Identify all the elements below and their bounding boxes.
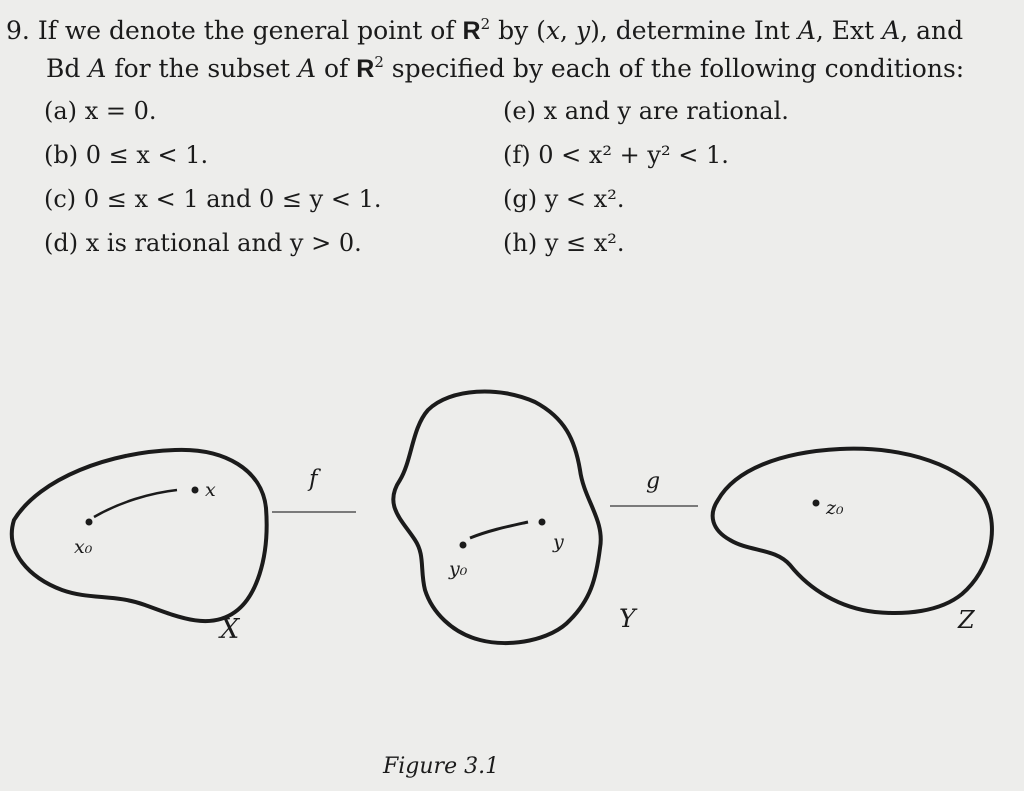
point-y0-dot: [460, 542, 467, 549]
condition-label: (f): [503, 141, 531, 169]
intro-text: Bd: [46, 54, 89, 83]
label-z0: z₀: [826, 497, 844, 519]
point-z0-dot: [813, 500, 820, 507]
set-label-X: X: [220, 614, 240, 645]
label-x: x: [205, 479, 216, 501]
reals-symbol: R: [356, 55, 375, 83]
var-A: A: [797, 16, 816, 45]
condition-label: (e): [503, 97, 536, 125]
map-label-f: f: [309, 466, 318, 492]
intro-text: If we denote the general point of: [37, 16, 463, 45]
condition-text: 0 ≤ x < 1.: [85, 141, 209, 169]
condition-text: 0 < x² + y² < 1.: [538, 141, 729, 169]
point-x-dot: [192, 487, 199, 494]
label-y0: y₀: [449, 558, 468, 580]
condition-label: (d): [44, 229, 79, 257]
condition-text: 0 ≤ x < 1 and 0 ≤ y < 1.: [83, 185, 382, 213]
intro-text: for the subset: [106, 54, 298, 83]
set-y-blob: [393, 392, 601, 644]
condition-label: (h): [503, 229, 538, 257]
condition-label: (g): [503, 185, 538, 213]
point-x0-dot: [86, 519, 93, 526]
condition-text: y < x².: [544, 185, 625, 213]
label-x0: x₀: [74, 536, 93, 558]
intro-text: , and: [900, 16, 964, 45]
var-A: A: [882, 16, 901, 45]
path-y0-to-y: [470, 522, 528, 538]
var-x: x: [545, 16, 561, 45]
condition-label: (b): [44, 141, 79, 169]
var-y: y: [575, 16, 591, 45]
label-y: y: [553, 531, 564, 553]
condition-label: (a): [44, 97, 78, 125]
var-A: A: [297, 54, 317, 83]
set-label-Y: Y: [619, 604, 636, 633]
intro-text: ,: [560, 16, 576, 45]
set-z-blob: [713, 449, 992, 613]
condition-text: y ≤ x².: [544, 229, 625, 257]
intro-text: specified by each of the following conditions:: [383, 54, 965, 83]
map-label-g: g: [646, 469, 661, 494]
condition-label: (c): [44, 185, 77, 213]
set-label-Z: Z: [958, 606, 975, 634]
intro-text: by (: [490, 16, 546, 45]
reals-symbol: R: [462, 17, 481, 45]
point-y-dot: [539, 519, 546, 526]
condition-text: x = 0.: [84, 97, 157, 125]
figure-caption: Figure 3.1: [383, 754, 500, 779]
problem-number: 9.: [6, 16, 30, 45]
set-x-blob: [12, 450, 267, 621]
condition-text: x is rational and y > 0.: [85, 229, 362, 257]
intro-text: , Ext: [815, 16, 883, 45]
superscript: 2: [374, 53, 384, 71]
intro-text: of: [316, 54, 357, 83]
intro-text: ), determine Int: [590, 16, 798, 45]
var-A: A: [88, 54, 107, 83]
condition-text: x and y are rational.: [543, 97, 789, 125]
path-x0-to-x: [94, 490, 177, 517]
superscript: 2: [480, 15, 491, 33]
